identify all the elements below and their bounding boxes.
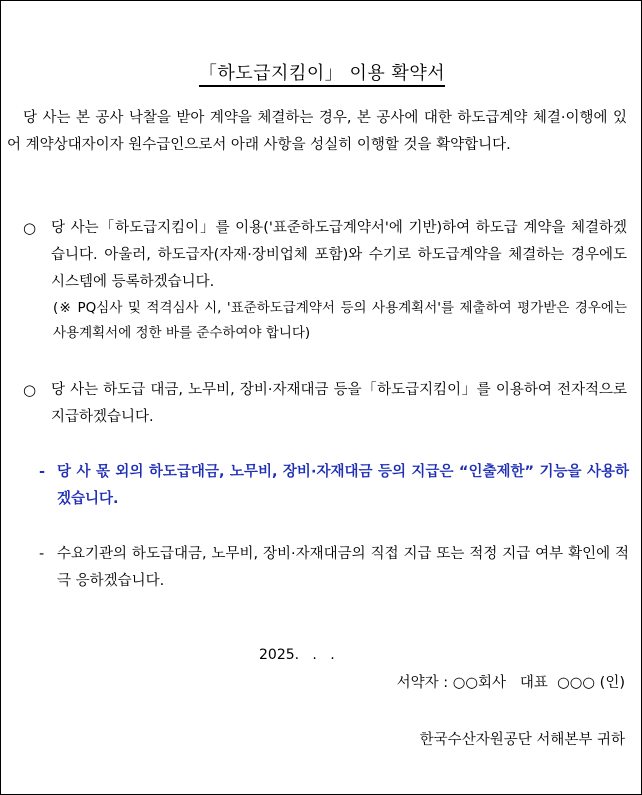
document-title xyxy=(1,59,642,85)
sub-item-direct-payment xyxy=(39,541,629,595)
sub-item-withdrawal-restriction xyxy=(39,459,629,513)
dash-bullet-icon: - xyxy=(39,546,45,562)
pledge-item-2 xyxy=(23,377,627,431)
pledge-date: 2025. . . xyxy=(259,647,335,663)
signer-line: 서약자 : ○○회사 대표 ○○○ (인) xyxy=(396,675,625,691)
sub-item-2-text: 수요기관의 하도급대금, 노무비, 장비·자재대금의 직접 지급 또는 적정 지급 여부 확인에 적극 응하겠습니다. xyxy=(57,546,629,589)
pledge-item-1-note: (※ PQ심사 및 적격심사 시, '표준하도급계약서 등의 사용계획서'를 제출하여 평가받은 경우에는 사용계획서에 정한 바를 준수하여야 합니다) xyxy=(53,300,627,341)
recipient-line: 한국수산자원공단 서해본부 귀하 xyxy=(419,732,625,748)
pledge-item-1-text: 당 사는「하도급지킴이」를 이용('표준하도급계약서'에 기반)하여 하도급 계약을 체결하겠습니다. 아울러, 하도급자(자재·장비업체 포함)와 수기로 하도급계약을 체결하는 경우에도 시스템에 등록하겠습니다. xyxy=(51,220,627,290)
circle-bullet-icon: ○ xyxy=(23,219,37,237)
pledge-item-2-text: 당 사는 하도급 대금, 노무비, 장비·자재대금 등을「하도급지킴이」를 이용하여 전자적으로 지급하겠습니다. xyxy=(51,382,627,425)
circle-bullet-icon: ○ xyxy=(23,381,37,399)
intro-paragraph: 당 사는 본 공사 낙찰을 받아 계약을 체결하는 경우, 본 공사에 대한 하도급계약 체결·이행에 있어 계약상대자이자 원수급인으로서 아래 사항을 성실히 이행할 것을 확약합니다. xyxy=(7,110,627,153)
pledge-item-1 xyxy=(23,215,627,346)
title-text: 「하도급지킴이」 이용 확약서 xyxy=(199,63,445,87)
sub-item-1-text: 당 사 몫 외의 하도급대금, 노무비, 장비·자재대금 등의 지급은 “인출제한” 기능을 사용하겠습니다. xyxy=(57,464,629,507)
dash-bullet-icon: - xyxy=(39,464,46,480)
